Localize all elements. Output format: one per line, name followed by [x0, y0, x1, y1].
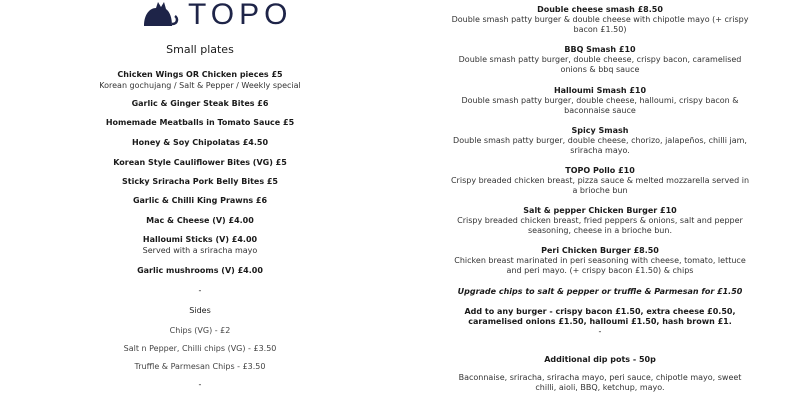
- menu-item-name: Chicken Wings OR Chicken pieces £5: [117, 70, 283, 79]
- menu-item-name: Spicy Smash: [571, 126, 629, 135]
- side-item: Salt n Pepper, Chilli chips (VG) - £3.50: [123, 344, 277, 353]
- logo: [142, 0, 293, 31]
- dips-list: Baconnaise, sriracha, sriracha mayo, peri sauce, chipotle mayo, sweet chilli, aioli, BBQ, ketchup, mayo.: [458, 373, 742, 392]
- menu-item-name: Salt & pepper Chicken Burger £10: [523, 206, 677, 215]
- side-item: Truffle & Parmesan Chips - £3.50: [134, 362, 266, 371]
- divider: -: [198, 286, 202, 295]
- menu-item-desc: Korean gochujang / Salt & Pepper / Weekly special: [99, 81, 301, 90]
- side-item: Chips (VG) - £2: [169, 326, 231, 335]
- logo-text: TOPO: [188, 0, 293, 31]
- menu-item-name: Garlic mushrooms (V) £4.00: [137, 266, 263, 275]
- section-heading: Small plates: [166, 43, 234, 56]
- addon-note: Add to any burger - crispy bacon £1.50, extra cheese £0.50, caramelised onions £1.50, halloumi £1.50, hash brown £1.: [464, 307, 736, 326]
- cat-icon: [142, 0, 293, 31]
- menu-item-desc: Double smash patty burger, double cheese, chorizo, jalapeños, chilli jam, sriracha mayo.: [453, 136, 747, 155]
- menu-item-name: Mac & Cheese (V) £4.00: [146, 216, 254, 225]
- menu-item-name: Garlic & Ginger Steak Bites £6: [131, 99, 269, 108]
- menu-item-name: Peri Chicken Burger £8.50: [541, 246, 659, 255]
- menu-item-desc: Chicken breast marinated in peri seasoning with cheese, tomato, lettuce and peri mayo. (+ crispy bacon £1.50) & chips: [454, 256, 746, 275]
- menu-item-name: Sticky Sriracha Pork Belly Bites £5: [122, 177, 278, 186]
- upgrade-note: Upgrade chips to salt & pepper or truffle & Parmesan for £1.50: [457, 287, 743, 296]
- divider: -: [598, 327, 602, 336]
- menu-item-name: Korean Style Cauliflower Bites (VG) £5: [113, 158, 287, 167]
- menu-item-desc: Crispy breaded chicken breast, fried peppers & onions, salt and pepper seasoning, cheese in a brioche bun.: [457, 216, 743, 235]
- dips-heading: Additional dip pots - 50p: [544, 355, 656, 364]
- menu-item-name: Halloumi Smash £10: [553, 86, 647, 95]
- menu-item-name: BBQ Smash £10: [564, 45, 636, 54]
- divider: -: [198, 380, 202, 389]
- sides-heading: Sides: [189, 306, 211, 315]
- menu-item-name: Halloumi Sticks (V) £4.00: [142, 235, 258, 244]
- menu-item-name: Garlic & Chilli King Prawns £6: [132, 196, 268, 205]
- menu-item-desc: Served with a sriracha mayo: [142, 246, 258, 255]
- menu-item-desc: Double smash patty burger, double cheese, halloumi, crispy bacon & baconnaise sauce: [461, 96, 739, 115]
- menu-item-name: TOPO Pollo £10: [565, 166, 635, 175]
- menu-item-desc: Crispy breaded chicken breast, pizza sauce & melted mozzarella served in a brioche bun: [450, 176, 750, 195]
- menu-item-name: Double cheese smash £8.50: [537, 5, 663, 14]
- menu-item-name: Honey & Soy Chipolatas £4.50: [131, 138, 269, 147]
- menu-item-desc: Double smash patty burger, double cheese, crispy bacon, caramelised onions & bbq sauce: [458, 55, 742, 74]
- menu-item-desc: Double smash patty burger & double cheese with chipotle mayo (+ crispy bacon £1.50): [451, 15, 749, 34]
- menu-item-name: Homemade Meatballs in Tomato Sauce £5: [105, 118, 295, 127]
